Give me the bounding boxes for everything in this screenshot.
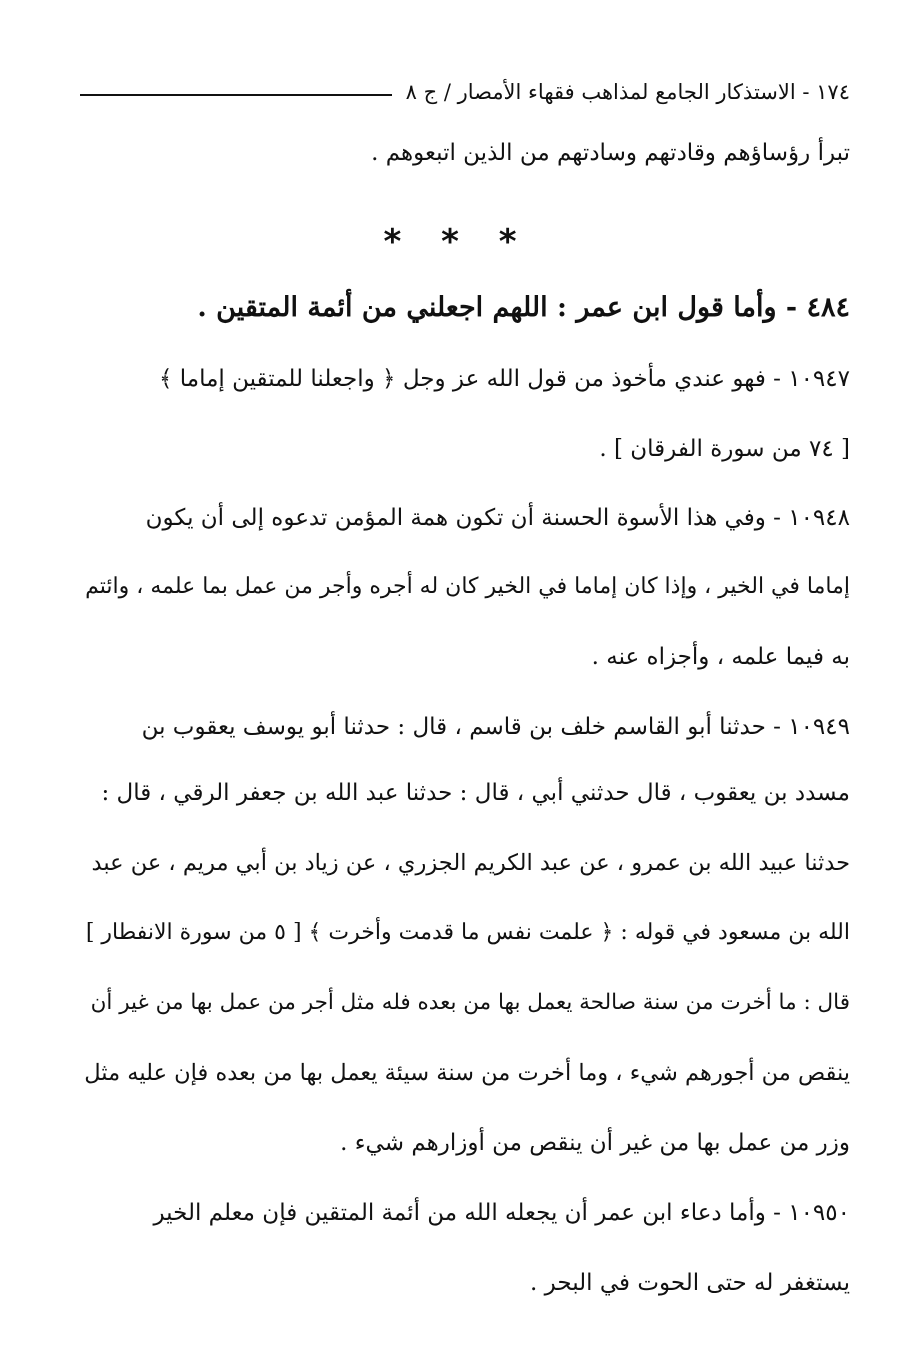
page-header [80,72,850,112]
paragraph-10949-line-6: ينقص من أجورهم شيء ، وما أخرت من سنة سيئة يعمل بها من بعده فإن عليه مثل [84,1060,850,1086]
paragraph-10947-line-2: [ ٧٤ من سورة الفرقان ] . [599,436,850,462]
paragraph-10950-line-1: ١٠٩٥٠ - وأما دعاء ابن عمر أن يجعله الله من أئمة المتقين فإن معلم الخير [153,1200,850,1226]
section-heading: ٤٨٤ - وأما قول ابن عمر : اللهم اجعلني من أئمة المتقين . [197,292,850,323]
paragraph-10949-line-7: وزر من عمل بها من غير أن ينقص من أوزارهم شيء . [340,1130,850,1156]
text-line: تبرأ رؤساؤهم وقادتهم وسادتهم من الذين اتبعوهم . [371,140,850,166]
paragraph-10950-line-2: يستغفر له حتى الحوت في البحر . [530,1270,850,1296]
paragraph-10948-line-3: به فيما علمه ، وأجزاه عنه . [591,644,850,670]
paragraph-10949-line-2: مسدد بن يعقوب ، قال حدثني أبي ، قال : حدثنا عبد الله بن جعفر الرقي ، قال : [101,780,850,806]
paragraph-10949-line-1: ١٠٩٤٩ - حدثنا أبو القاسم خلف بن قاسم ، قال : حدثنا أبو يوسف يعقوب بن [141,714,850,740]
header-rule [80,94,392,96]
section-separator: * * * [383,222,531,262]
paragraph-10949-line-3: حدثنا عبيد الله بن عمرو ، عن عبد الكريم الجزري ، عن زياد بن أبي مريم ، عن عبد [91,850,850,876]
paragraph-10947-line-1: ١٠٩٤٧ - فهو عندي مأخوذ من قول الله عز وجل ﴿ واجعلنا للمتقين إماما ﴾ [158,366,850,392]
paragraph-10949-line-5: قال : ما أخرت من سنة صالحة يعمل بها من بعده فله مثل أجر من عمل بها من غير أن [90,990,850,1015]
header-title: ١٧٤ - الاستذكار الجامع لمذاهب فقهاء الأمصار / ج ٨ [405,80,850,104]
paragraph-10948-line-2: إماما في الخير ، وإذا كان إماما في الخير كان له أجره وأجر من عمل بما علمه ، وائتم [85,574,850,599]
paragraph-10948-line-1: ١٠٩٤٨ - وفي هذا الأسوة الحسنة أن تكون همة المؤمن تدعوه إلى أن يكون [145,505,850,531]
paragraph-10949-line-4: الله بن مسعود في قوله : ﴿ علمت نفس ما قدمت وأخرت ﴾ [ ٥ من سورة الانفطار ] [85,920,850,945]
